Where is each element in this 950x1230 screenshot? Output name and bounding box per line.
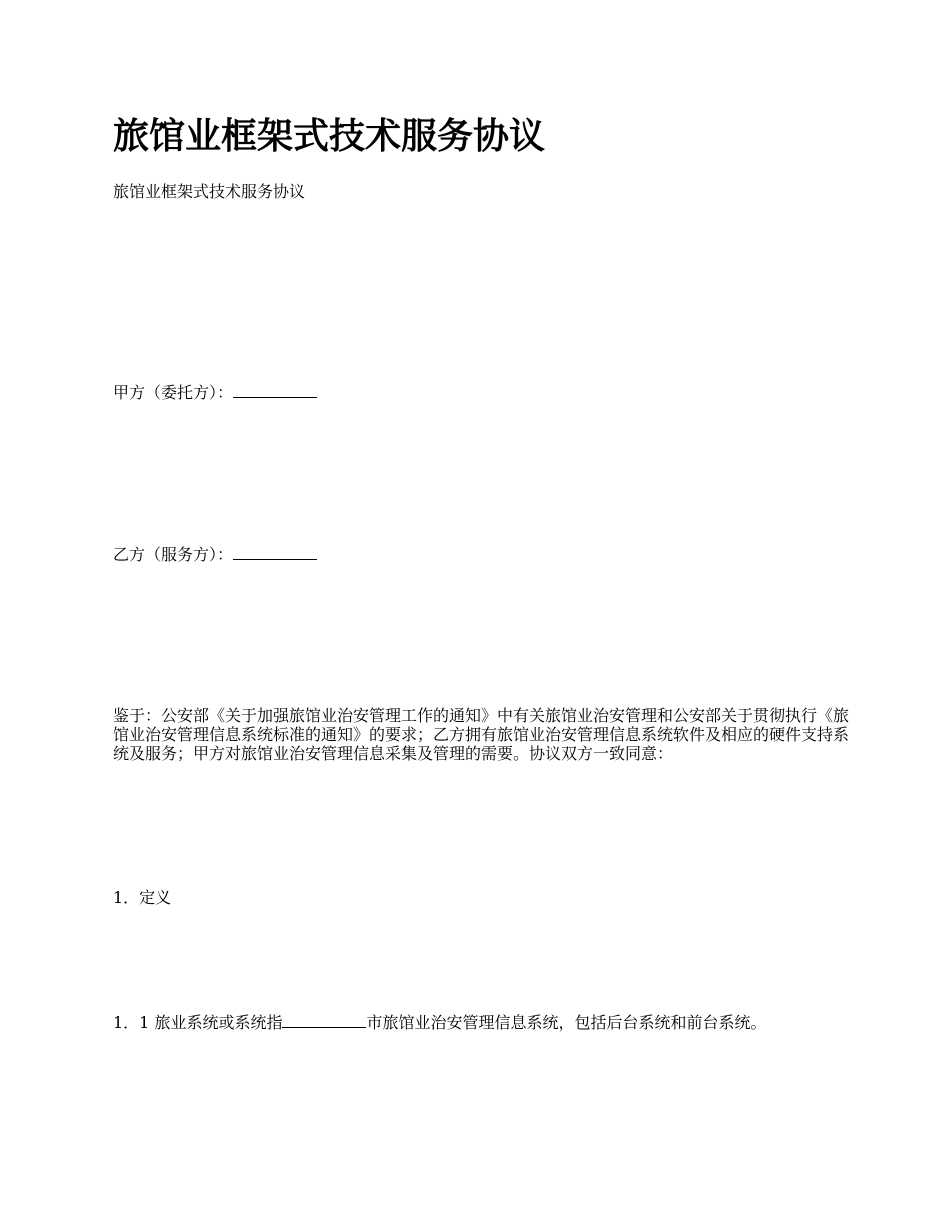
section-1-heading: 1．定义 [113,888,172,907]
section-1-1-suffix: 市旅馆业治安管理信息系统，包括后台系统和前台系统。 [366,1013,767,1032]
party-a-blank [233,382,317,398]
party-a-line [113,382,317,402]
document-title: 旅馆业框架式技术服务协议 [113,115,546,157]
party-a-label: 甲方（委托方）： [113,383,234,402]
section-1-1-paragraph [113,1012,766,1032]
party-b-label: 乙方（服务方）： [113,545,234,564]
section-1-1-prefix: 1．1 旅业系统或系统指 [113,1013,283,1032]
city-blank [282,1012,366,1028]
party-b-blank [233,544,317,560]
party-b-line [113,544,317,564]
whereas-paragraph: 鉴于：公安部《关于加强旅馆业治安管理工作的通知》中有关旅馆业治安管理和公安部关于贯彻执行《旅馆业治安管理信息系统标准的通知》的要求；乙方拥有旅馆业治安管理信息系统软件及相应的硬件支持系统及服务；甲方对旅馆业治安管理信息采集及管理的需要。协议双方一致同意： [113,706,850,763]
document-subtitle: 旅馆业框架式技术服务协议 [113,182,306,201]
